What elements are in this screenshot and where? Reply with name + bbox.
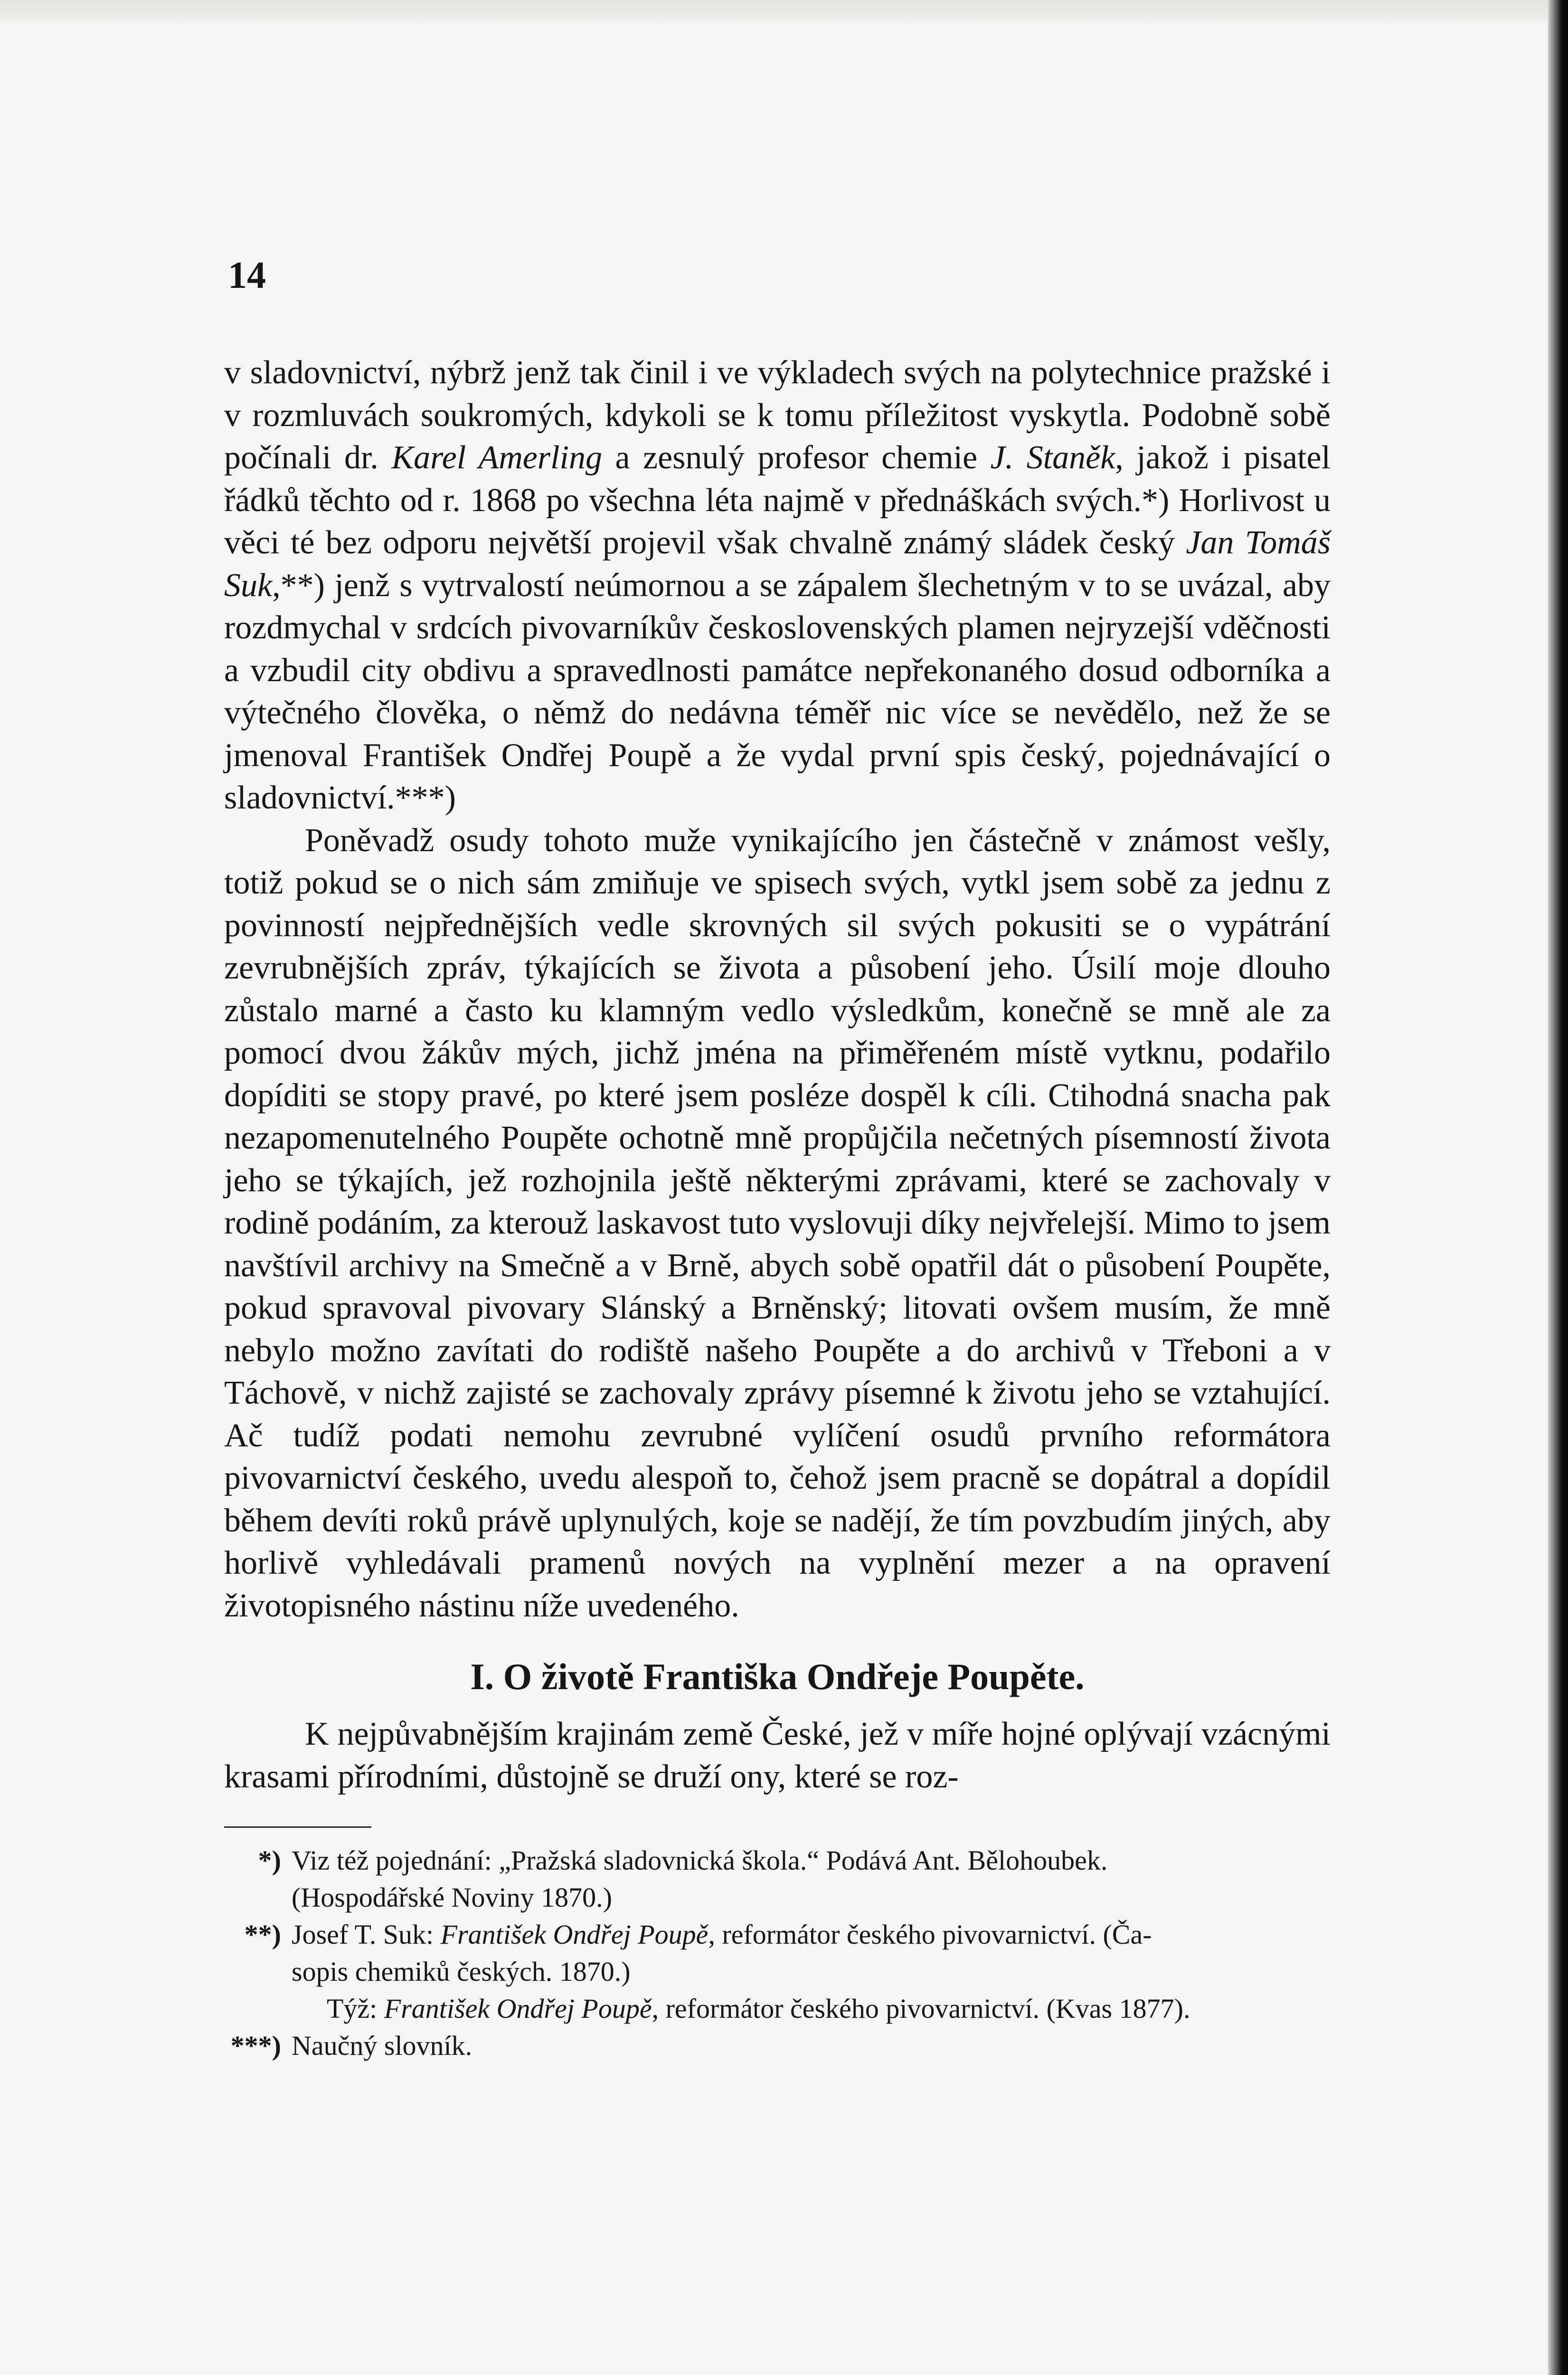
person-name: J. Staněk	[990, 439, 1115, 476]
footnote-mark: ***)	[230, 2030, 281, 2061]
footnote-title: František Ondřej Poupě	[440, 1919, 708, 1950]
page-content	[224, 256, 1331, 2064]
footnote-text	[292, 1916, 1331, 1953]
section-heading: I. O životě Františka Ondřeje Poupěte.	[470, 1656, 1085, 1697]
page-top-shading	[0, 0, 1568, 28]
footnotes	[224, 1842, 1331, 2064]
paragraph-text: v sladovnictví, nýbrž jenž tak činil i ve výkladech svých na polytechnice pražské i v rozmluvách soukromých, kdykoli se k tomu příležitost vyskytla. Podobně sobě počínali dr.	[224, 354, 1331, 476]
footnote-title: František Ondřej Poupě	[384, 1993, 652, 2024]
paragraph-text: a zesnulý profesor chemie	[602, 439, 991, 476]
paragraph-text: , jakož i pisatel řádků těchto od r. 1868 po všechna léta najmě v přednáškách svých.*) Horlivost u věci té bez odporu největší projevil však chvalně známý sládek český	[224, 439, 1331, 561]
footnote-separator	[224, 1826, 371, 1828]
footnote-text: Viz též pojednání: „Pražská sladovnická škola.“ Podává Ant. Bělohoubek.	[292, 1845, 1108, 1876]
footnote-author: Josef T. Suk:	[292, 1919, 441, 1950]
person-name: Karel Amerling	[391, 439, 602, 476]
footnote-mark: *)	[258, 1845, 281, 1876]
footnote-author: Týž:	[327, 1993, 384, 2024]
footnote-text: Naučný slovník.	[292, 2030, 472, 2061]
scan-page-edge	[1548, 0, 1568, 2375]
paragraph-continued	[224, 352, 1331, 819]
person-name: Jan Tomáš Suk	[224, 524, 1331, 604]
footnote-source: , reformátor českého pivovarnictví. (Kvas 1877).	[652, 1993, 1190, 2024]
footnote-source: , reformátor českého pivovarnictví. (Ča-	[708, 1919, 1152, 1950]
footnote	[224, 1842, 1331, 1879]
footnote	[224, 2027, 1331, 2064]
footnote-continuation: (Hospodářské Noviny 1870.)	[292, 1882, 612, 1913]
page-number: 14	[228, 255, 266, 296]
paragraph-text: ,**) jenž s vytrvalostí neúmornou a se zápalem šlechetným v to se uvázal, aby rozdmychal v srdcích pivovarníkův československých plamen nejryzejší vděčnosti a vzbudil city obdivu a spravedlnosti památce nepřekonaného dosud odborníka a výtečného člověka, o němž do nedávna téměř nic více se nevědělo, než že se jmenoval František Ondřej Poupě a že vydal první spis český, pojednávající o sladovnictví.***)	[224, 567, 1331, 816]
footnote-additional	[224, 1990, 1331, 2027]
paragraph: Poněvadž osudy tohoto muže vynikajícího jen částečně v známost vešly, totiž pokud se o nich sám zmiňuje ve spisech svých, vytkl jsem sobě za jednu z povinností nejpřednějších vedle skrovných sil svých pokusiti se o vypátrání zevrubnějších zpráv, týkajících se života a působení jeho. Úsilí moje dlouho zůstalo marné a často ku klamným vedlo výsledkům, konečně se mně ale za pomocí dvou žákův mých, jichž jména na přiměřeném místě vytknu, podařilo dopíditi se stopy pravé, po které jsem posléze dospěl k cíli. Ctihodná snacha pak nezapomenutelného Poupěte ochotně mně propůjčila nečetných písemností života jeho se týkajích, jež rozhojnila ještě některými zprávami, které se zachovaly v rodině podáním, za kterouž laskavost tuto vyslovuji díky nejvřelejší. Mimo to jsem navštívil archivy na Smečně a v Brně, abych sobě opatřil dát o působení Poupěte, pokud spravoval pivovary Slánský a Brněnský; litovati ovšem musím, že mně nebylo možno zavítati do rodiště našeho Poupěte a do archivů v Třeboni a v Táchově, v nichž zajisté se zachovaly zprávy písemné k životu jeho se vztahující. Ač tudíž podati nemohu zevrubné vylíčení osudů prvního reformátora pivovarnictví českého, uvedu alespoň to, čehož jsem pracně se dopátral a dopídil během devíti roků právě uplynulých, koje se nadějí, že tím povzbudím jiných, aby horlivě vyhledávali pramenů nových na vyplnění mezer a na opravení životopisného nástinu níže uvedeného.	[224, 822, 1331, 1624]
footnote-continuation: sopis chemiků českých. 1870.)	[292, 1956, 631, 1987]
footnote	[224, 1916, 1331, 1953]
footnote-mark: **)	[244, 1919, 281, 1950]
section-intro-paragraph: K nejpůvabnějším krajinám země České, jež v míře hojné oplývají vzácnými krasami přírodními, důstojně se druží ony, které se roz-	[224, 1716, 1331, 1795]
